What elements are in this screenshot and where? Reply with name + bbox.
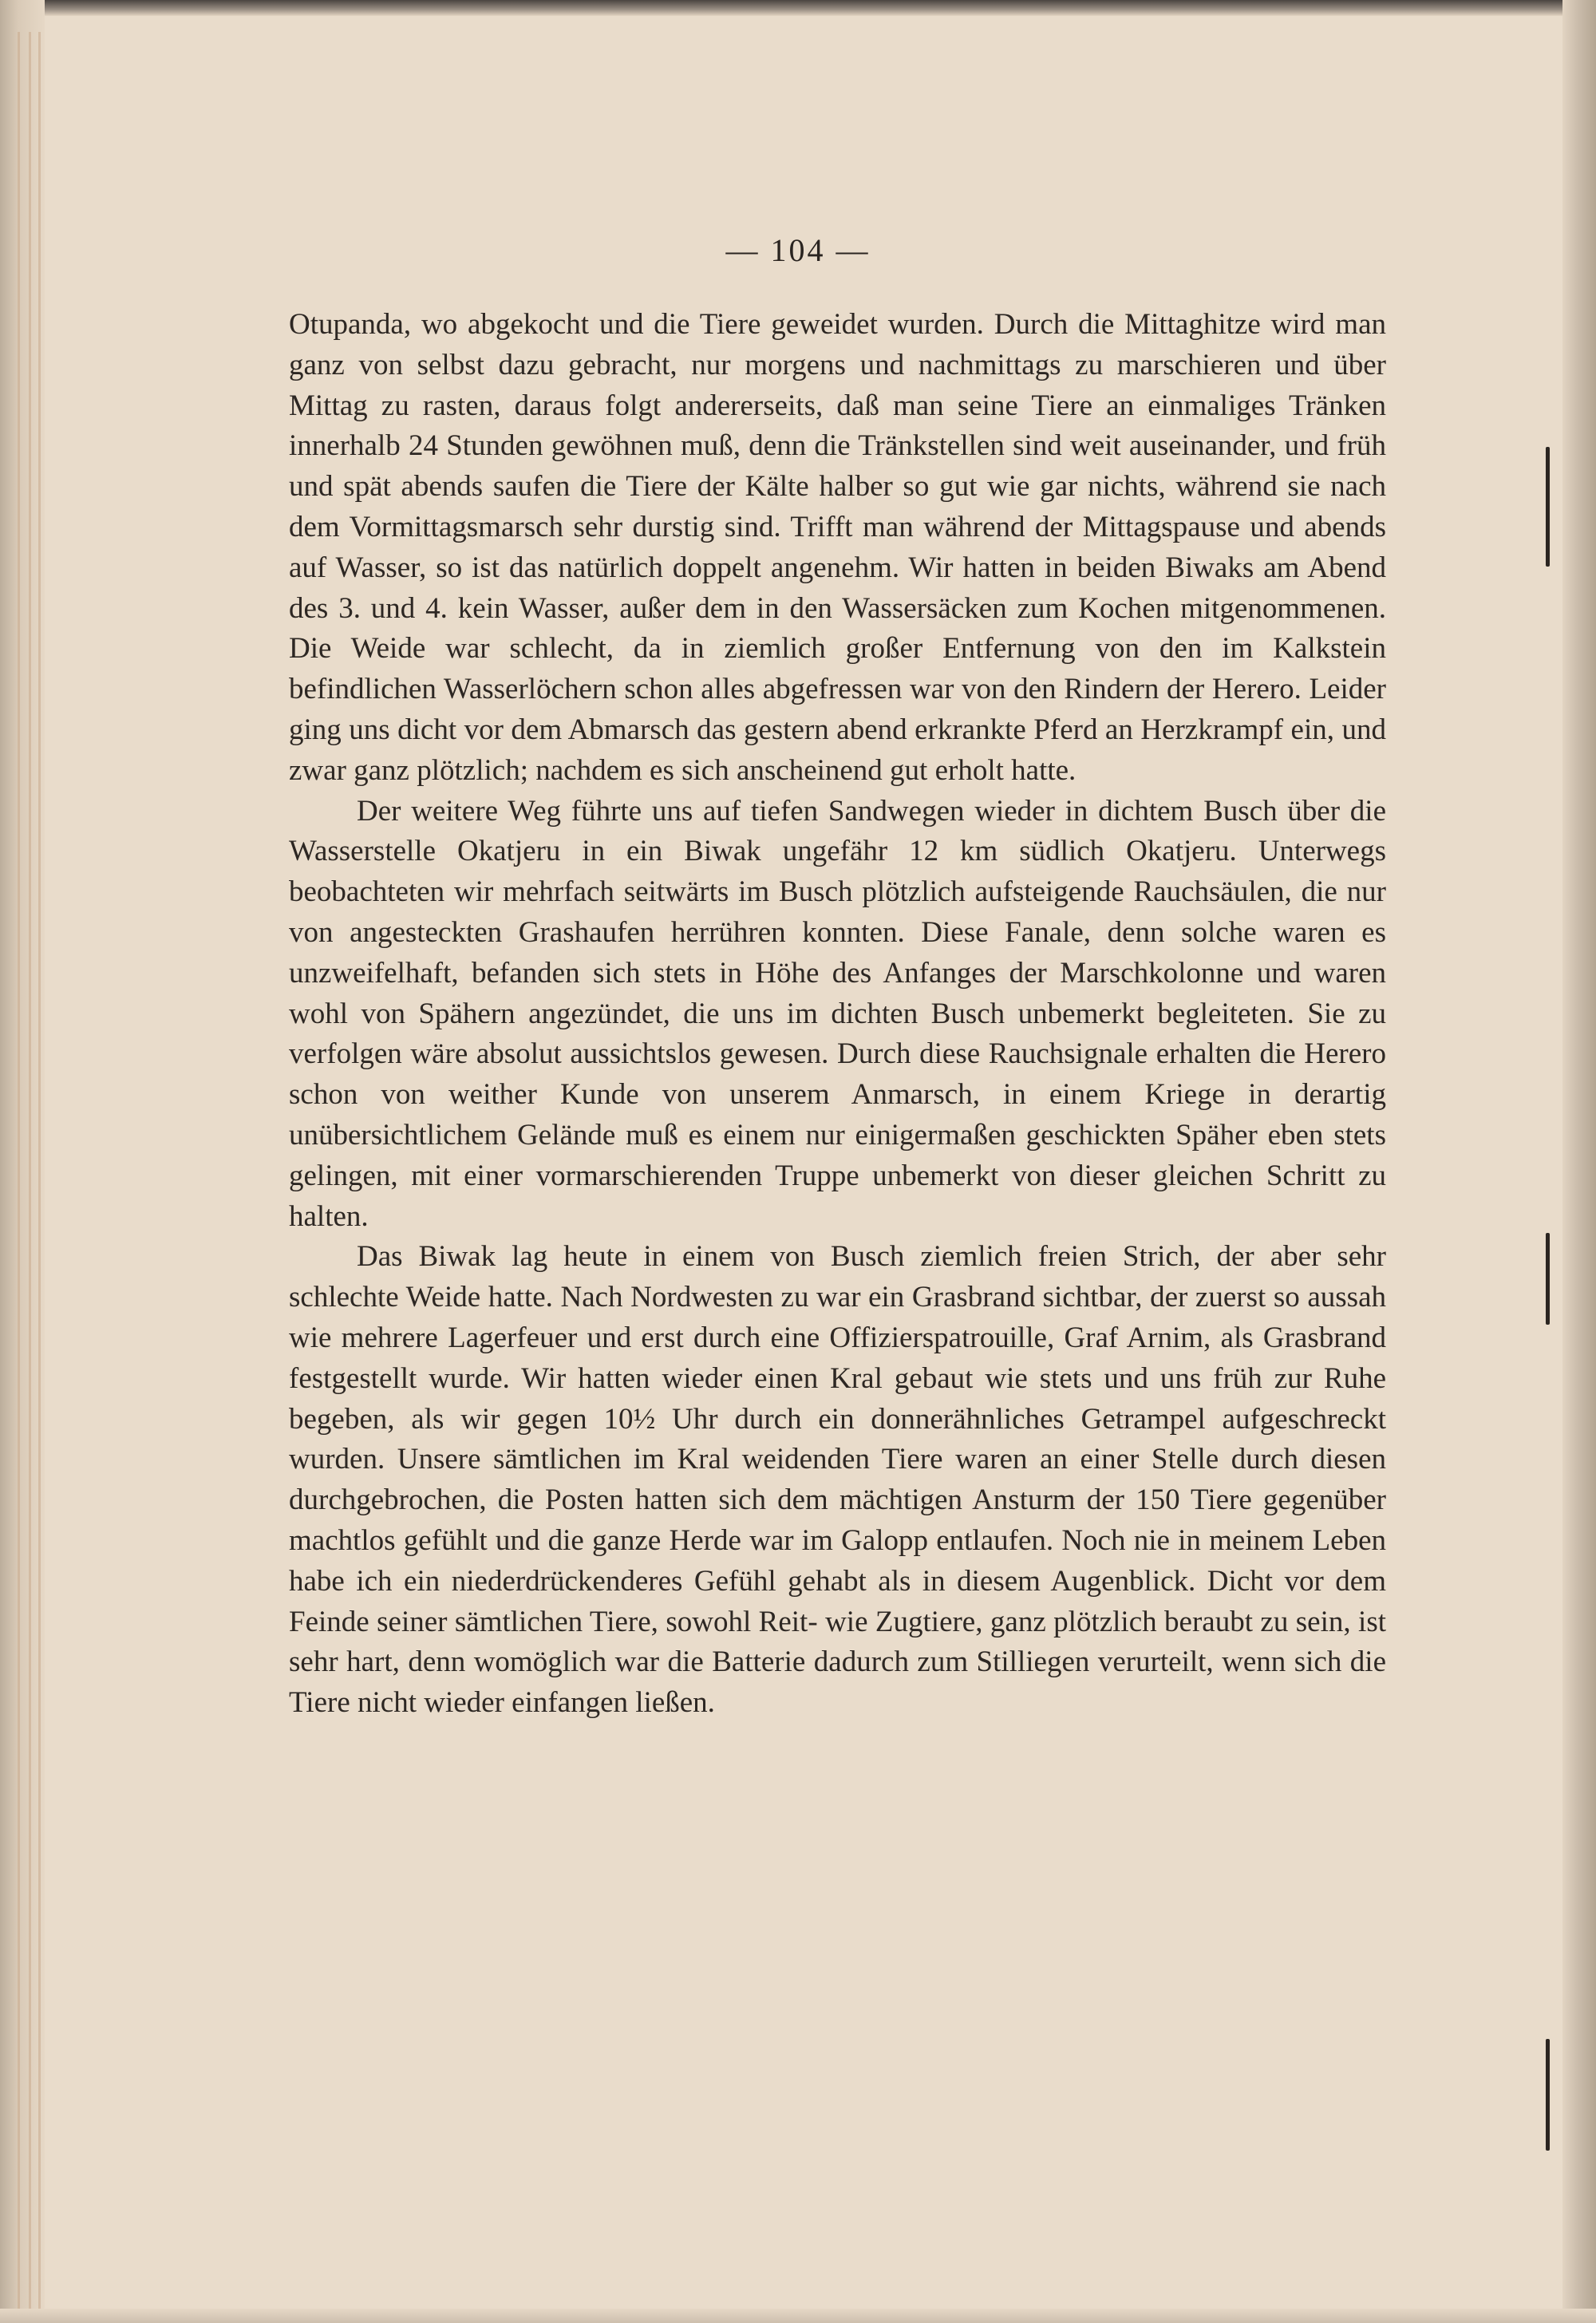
page-number-header: — 104 — [725,232,871,268]
page-stack-line [29,32,31,2314]
page-right-edge [1562,0,1596,2323]
margin-mark [1546,447,1550,567]
body-text [289,305,1386,1724]
page-top-edge [0,0,1596,16]
page-stack-line [18,32,20,2314]
page-stack-line [38,32,41,2314]
page-bottom-edge [0,2309,1596,2323]
paragraph: Otupanda, wo abgekocht und die Tiere geweidet wurden. Durch die Mittaghitze wird man ganz von selbst dazu gebracht, nur morgens und nachmittags zu marschieren und über Mittag zu rasten, daraus folgt andererseits, daß man seine Tiere an einmaliges Tränken innerhalb 24 Stunden gewöhnen muß, denn die Tränkstellen sind weit auseinander, und früh und spät abends saufen die Tiere der Kälte halber so gut wie gar nichts, während sie nach dem Vormittagsmarsch sehr durstig sind. Trifft man während der Mittagspause und abends auf Wasser, so ist das natürlich doppelt angenehm. Wir hatten in beiden Biwaks am Abend des 3. und 4. kein Wasser, außer dem in den Wassersäcken zum Kochen mitgenommenen. Die Weide war schlecht, da in ziemlich großer Entfernung von den im Kalkstein befindlichen Wasserlöchern schon alles abgefressen war von den Rindern der Herero. Leider ging uns dicht vor dem Abmarsch das gestern abend erkrankte Pferd an Herzkrampf ein, und zwar ganz plötzlich; nachdem es sich anscheinend gut erholt hatte. [289,308,1386,787]
margin-mark [1546,1233,1550,1325]
margin-mark [1546,2039,1550,2151]
paragraph: Der weitere Weg führte uns auf tiefen Sandwegen wieder in dichtem Busch über die Wasserstelle Okatjeru in ein Biwak ungefähr 12 km südlich Okatjeru. Unterwegs beobachteten wir mehrfach seitwärts im Busch plötzlich aufsteigende Rauchsäulen, die nur von angesteckten Grashaufen herrühren konnten. Diese Fanale, denn solche waren es unzweifelhaft, befanden sich stets in Höhe des Anfanges der Marschkolonne und waren wohl von Spähern angezündet, die uns im dichten Busch unbemerkt begleiteten. Sie zu verfolgen wäre absolut aussichtslos gewesen. Durch diese Rauchsignale erhalten die Herero schon von weither Kunde von unserem Anmarsch, in einem Kriege in derartig unübersichtlichem Gelände muß es einem nur einigermaßen geschickten Späher eben stets gelingen, mit einer vormarschierenden Truppe unbemerkt von dieser gleichen Schritt zu halten. [289,794,1386,1233]
paragraph: Das Biwak lag heute in einem von Busch ziemlich freien Strich, der aber sehr schlechte Weide hatte. Nach Nordwesten zu war ein Grasbrand sichtbar, der zuerst so aussah wie mehrere Lagerfeuer und erst durch eine Offizierspatrouille, Graf Arnim, als Grasbrand festgestellt wurde. Wir hatten wieder einen Kral gebaut wie stets und uns früh zur Ruhe begeben, als wir gegen 10½ Uhr durch ein donnerähnliches Getrampel aufgeschreckt wurden. Unsere sämtlichen im Kral weidenden Tiere waren an einer Stelle durch diesen durchgebrochen, die Posten hatten sich dem mächtigen Ansturm der 150 Tiere gegenüber machtlos gefühlt und die ganze Herde war im Galopp entlaufen. Noch nie in meinem Leben habe ich ein niederdrückenderes Gefühl gehabt als in diesem Augenblick. Dicht vor dem Feinde seiner sämtlichen Tiere, sowohl Reit- wie Zugtiere, ganz plötzlich beraubt zu sein, ist sehr hart, denn womöglich war die Batterie dadurch zum Stilliegen verurteilt, wenn sich die Tiere nicht wieder einfangen ließen. [289,1240,1386,1720]
